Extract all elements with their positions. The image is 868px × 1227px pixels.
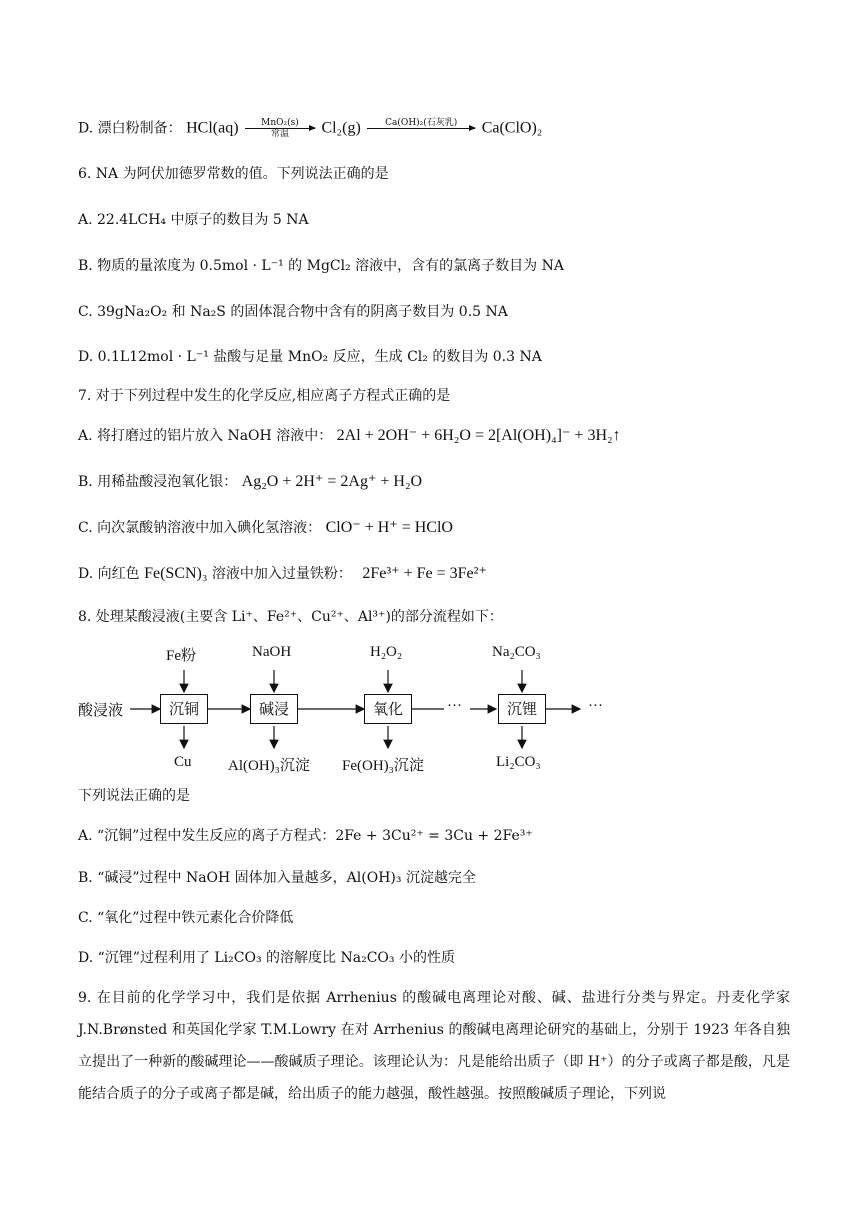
q7-option-d bbox=[78, 564, 487, 584]
q5-option-d bbox=[78, 118, 542, 139]
q7-b-equation: Ag₂O + 2H⁺ = 2Ag⁺ + H₂O bbox=[241, 473, 423, 490]
q6-option-a: A. 22.4LCH₄ 中原子的数目为 5 NA bbox=[78, 212, 309, 228]
q7-c-equation: ClO⁻ + H⁺ = HClO bbox=[325, 519, 453, 536]
reagent-h2o2: H₂O₂ bbox=[370, 644, 403, 660]
q7-a-equation: 2Al + 2OH⁻ + 6H₂O = 2[Al(OH)₄]⁻ + 3H₂↑ bbox=[336, 427, 621, 444]
q7-d-formula: Fe(SCN)₃ bbox=[144, 565, 208, 582]
product-li2co3: Li₂CO₃ bbox=[496, 754, 541, 770]
q7-c-text: C. 向次氯酸钠溶液中加入碘化氢溶液： bbox=[78, 520, 322, 536]
q8-option-a: A. “沉铜”过程中发生反应的离子方程式：2Fe + 3Cu²⁺ = 3Cu + 2Fe³⁺ bbox=[78, 828, 533, 844]
q7-option-c bbox=[78, 518, 453, 538]
q8-option-b: B. “碱浸”过程中 NaOH 固体加入量越多，Al(OH)₃ 沉淀越完全 bbox=[78, 870, 476, 886]
q7-option-a bbox=[78, 426, 621, 446]
q5-d-prefix: D. 漂白粉制备： bbox=[78, 120, 182, 137]
reaction-arrow-1 bbox=[245, 118, 315, 139]
q8-option-d: D. “沉锂”过程利用了 Li₂CO₃ 的溶解度比 Na₂CO₃ 小的性质 bbox=[78, 950, 455, 966]
reagent-fe-powder: Fe粉 bbox=[166, 648, 197, 664]
step-oxidation: 氧化 bbox=[364, 694, 412, 724]
step-copper-precipitation: 沉铜 bbox=[160, 694, 208, 724]
q5-d-mid: Cl₂(g) bbox=[321, 119, 361, 137]
q6-option-b: B. 物质的量浓度为 0.5mol · L⁻¹ 的 MgCl₂ 溶液中，含有的氯离子数目为 NA bbox=[78, 258, 564, 274]
arrow-1-condition-top: MnO₂(s) bbox=[261, 118, 299, 128]
q5-d-reactant: HCl(aq) bbox=[186, 119, 239, 137]
q7-d-equation: 2Fe³⁺ + Fe = 3Fe²⁺ bbox=[362, 565, 487, 582]
flow-ellipsis-2: ··· bbox=[588, 698, 603, 714]
product-aloh3: Al(OH)₃沉淀 bbox=[228, 758, 310, 774]
q7-b-text: B. 用稀盐酸浸泡氧化银： bbox=[78, 474, 238, 490]
q6-stem: 6. NA 为阿伏加德罗常数的值。下列说法正确的是 bbox=[78, 166, 389, 182]
q8-stem: 8. 处理某酸浸液(主要含 Li⁺、Fe²⁺、Cu²⁺、Al³⁺)的部分流程如下： bbox=[78, 609, 503, 625]
process-flow-diagram bbox=[78, 636, 638, 782]
q7-stem: 7. 对于下列过程中发生的化学反应,相应离子方程式正确的是 bbox=[78, 388, 451, 404]
arrow-1-condition-bottom: 常温 bbox=[270, 129, 289, 139]
flow-ellipsis-1: ··· bbox=[447, 698, 462, 714]
q6-option-d: D. 0.1L12mol · L⁻¹ 盐酸与足量 MnO₂ 反应，生成 Cl₂ 的数目为 0.3 NA bbox=[78, 349, 542, 365]
q9-stem: 9. 在目前的化学学习中，我们是依据 Arrhenius 的酸碱电离理论对酸、碱、盐进行分类与界定。丹麦化学家 J.N.Brønsted 和英国化学家 T.M.Lowry 在对 Arrhenius 的酸碱电离理论研究的基础上，分别于 1923 年各自独立提出了一种新的酸碱理论——酸碱质子理论。该理论认为：凡是能给出质子（即 H⁺）的分子或离子都是酸，凡是能结合质子的分子或离子都是碱，给出质子的能力越强，酸性越强。按照酸碱质子理论，下列说 bbox=[78, 990, 790, 1102]
q7-d-text1: D. 向红色 bbox=[78, 566, 140, 582]
reagent-naoh: NaOH bbox=[252, 644, 292, 660]
arrow-2-condition-top: Ca(OH)₂(石灰乳) bbox=[385, 118, 458, 128]
q8-option-c: C. “氧化”过程中铁元素化合价降低 bbox=[78, 910, 294, 926]
flow-start-label: 酸浸液 bbox=[78, 701, 124, 719]
reaction-arrow-2 bbox=[367, 118, 475, 139]
q6-option-c: C. 39gNa₂O₂ 和 Na₂S 的固体混合物中含有的阴离子数目为 0.5 NA bbox=[78, 304, 508, 320]
product-feoh3: Fe(OH)₃沉淀 bbox=[342, 758, 424, 774]
q7-d-text2: 溶液中加入过量铁粉： bbox=[211, 566, 352, 582]
reagent-na2co3: Na₂CO₃ bbox=[492, 644, 541, 660]
step-lithium-precipitation: 沉锂 bbox=[498, 694, 546, 724]
q8-prompt: 下列说法正确的是 bbox=[78, 788, 190, 804]
q7-option-b bbox=[78, 472, 422, 492]
q5-d-product: Ca(ClO)₂ bbox=[481, 119, 543, 137]
q7-a-text: A. 将打磨过的铝片放入 NaOH 溶液中： bbox=[78, 428, 333, 444]
product-cu: Cu bbox=[174, 754, 192, 770]
step-alkali-leach: 碱浸 bbox=[250, 694, 298, 724]
